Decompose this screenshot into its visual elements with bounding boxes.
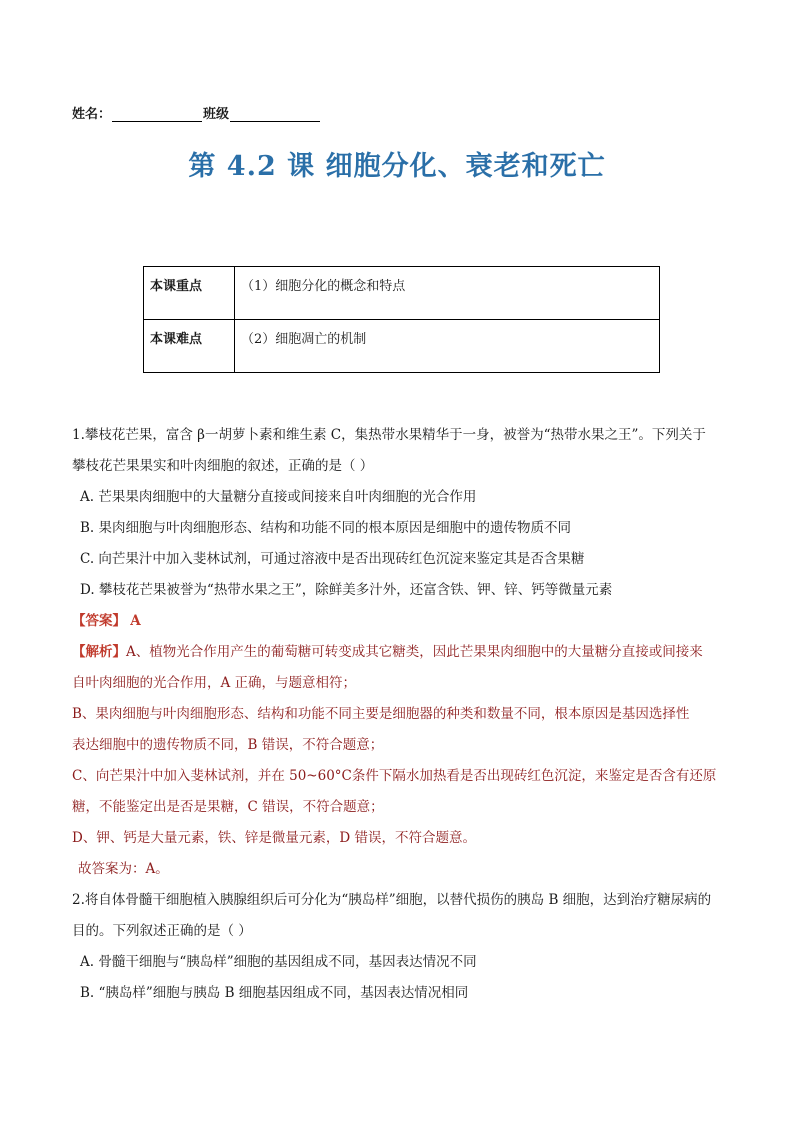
q1-analysis-line-3: B、果肉细胞与叶肉细胞形态、结构和功能不同主要是细胞器的种类和数量不同，根本原因是基因选择性 bbox=[72, 706, 690, 722]
class-blank[interactable] bbox=[230, 108, 320, 122]
class-label: 班级 bbox=[203, 107, 230, 122]
table-row bbox=[144, 320, 660, 373]
q2-stem-line-2: 目的。下列叙述正确的是（ ） bbox=[72, 923, 252, 939]
lesson-title: 第 4.2 课 细胞分化、衰老和死亡 bbox=[188, 151, 606, 182]
q2-option-a: A. 骨髓干细胞与“胰岛样”细胞的基因组成不同，基因表达情况不同 bbox=[80, 954, 477, 970]
q1-option-d: D. 攀枝花芒果被誉为“热带水果之王”，除鲜美多汁外，还富含铁、钾、锌、钙等微量元素 bbox=[80, 582, 613, 598]
difficulty-value: （2）细胞凋亡的机制 bbox=[235, 320, 660, 373]
q1-option-b: B. 果肉细胞与叶肉细胞形态、结构和功能不同的根本原因是细胞中的遗传物质不同 bbox=[80, 520, 572, 536]
q1-analysis-line-6: 糖，不能鉴定出是否是果糖，C 错误，不符合题意； bbox=[72, 799, 384, 815]
analysis-text: A、植物光合作用产生的葡萄糖可转变成其它糖类，因此芒果果肉细胞中的大量糖分直接或间接来 bbox=[126, 644, 703, 660]
key-point-label: 本课重点 bbox=[144, 267, 235, 320]
q2-option-b: B. “胰岛样”细胞与胰岛 B 细胞基因组成不同，基因表达情况相同 bbox=[80, 985, 469, 1001]
key-point-value: （1）细胞分化的概念和特点 bbox=[235, 267, 660, 320]
student-info-line bbox=[72, 103, 320, 122]
name-label: 姓名： bbox=[72, 107, 112, 122]
q1-analysis-line-5: C、向芒果汁中加入斐林试剂，并在 50~60°C条件下隔水加热看是否出现砖红色沉淀，来鉴定是否含有还原 bbox=[72, 768, 717, 784]
q1-analysis-line-1 bbox=[72, 640, 703, 660]
q1-analysis-line-4: 表达细胞中的遗传物质不同，B 错误，不符合题意； bbox=[72, 737, 384, 753]
table-row bbox=[144, 267, 660, 320]
answer-value: A bbox=[130, 613, 141, 629]
q1-answer bbox=[72, 609, 141, 629]
key-points-table bbox=[143, 266, 660, 373]
difficulty-label: 本课难点 bbox=[144, 320, 235, 373]
q1-stem-line-2: 攀枝花芒果果实和叶肉细胞的叙述，正确的是（ ） bbox=[72, 458, 374, 474]
q1-stem-line-1: 1.攀枝花芒果，富含 β一胡萝卜素和维生素 C，集热带水果精华于一身，被誉为“热带水果之王”。下列关于 bbox=[72, 427, 706, 443]
q1-analysis-line-7: D、钾、钙是大量元素，铁、锌是微量元素，D 错误，不符合题意。 bbox=[72, 830, 476, 846]
q1-option-c: C. 向芒果汁中加入斐林试剂，可通过溶液中是否出现砖红色沉淀来鉴定其是否含果糖 bbox=[80, 551, 585, 567]
q2-stem-line-1: 2.将自体骨髓干细胞植入胰腺组织后可分化为“胰岛样”细胞，以替代损伤的胰岛 B 细胞，达到治疗糖尿病的 bbox=[72, 892, 712, 908]
analysis-label: 【解析】 bbox=[72, 644, 126, 660]
name-blank[interactable] bbox=[112, 108, 202, 122]
answer-label: 【答案】 bbox=[72, 613, 126, 629]
q1-option-a: A. 芒果果肉细胞中的大量糖分直接或间接来自叶肉细胞的光合作用 bbox=[80, 489, 477, 505]
q1-conclusion: 故答案为：A。 bbox=[78, 861, 169, 877]
q1-analysis-line-2: 自叶肉细胞的光合作用，A 正确，与题意相符； bbox=[72, 675, 357, 691]
